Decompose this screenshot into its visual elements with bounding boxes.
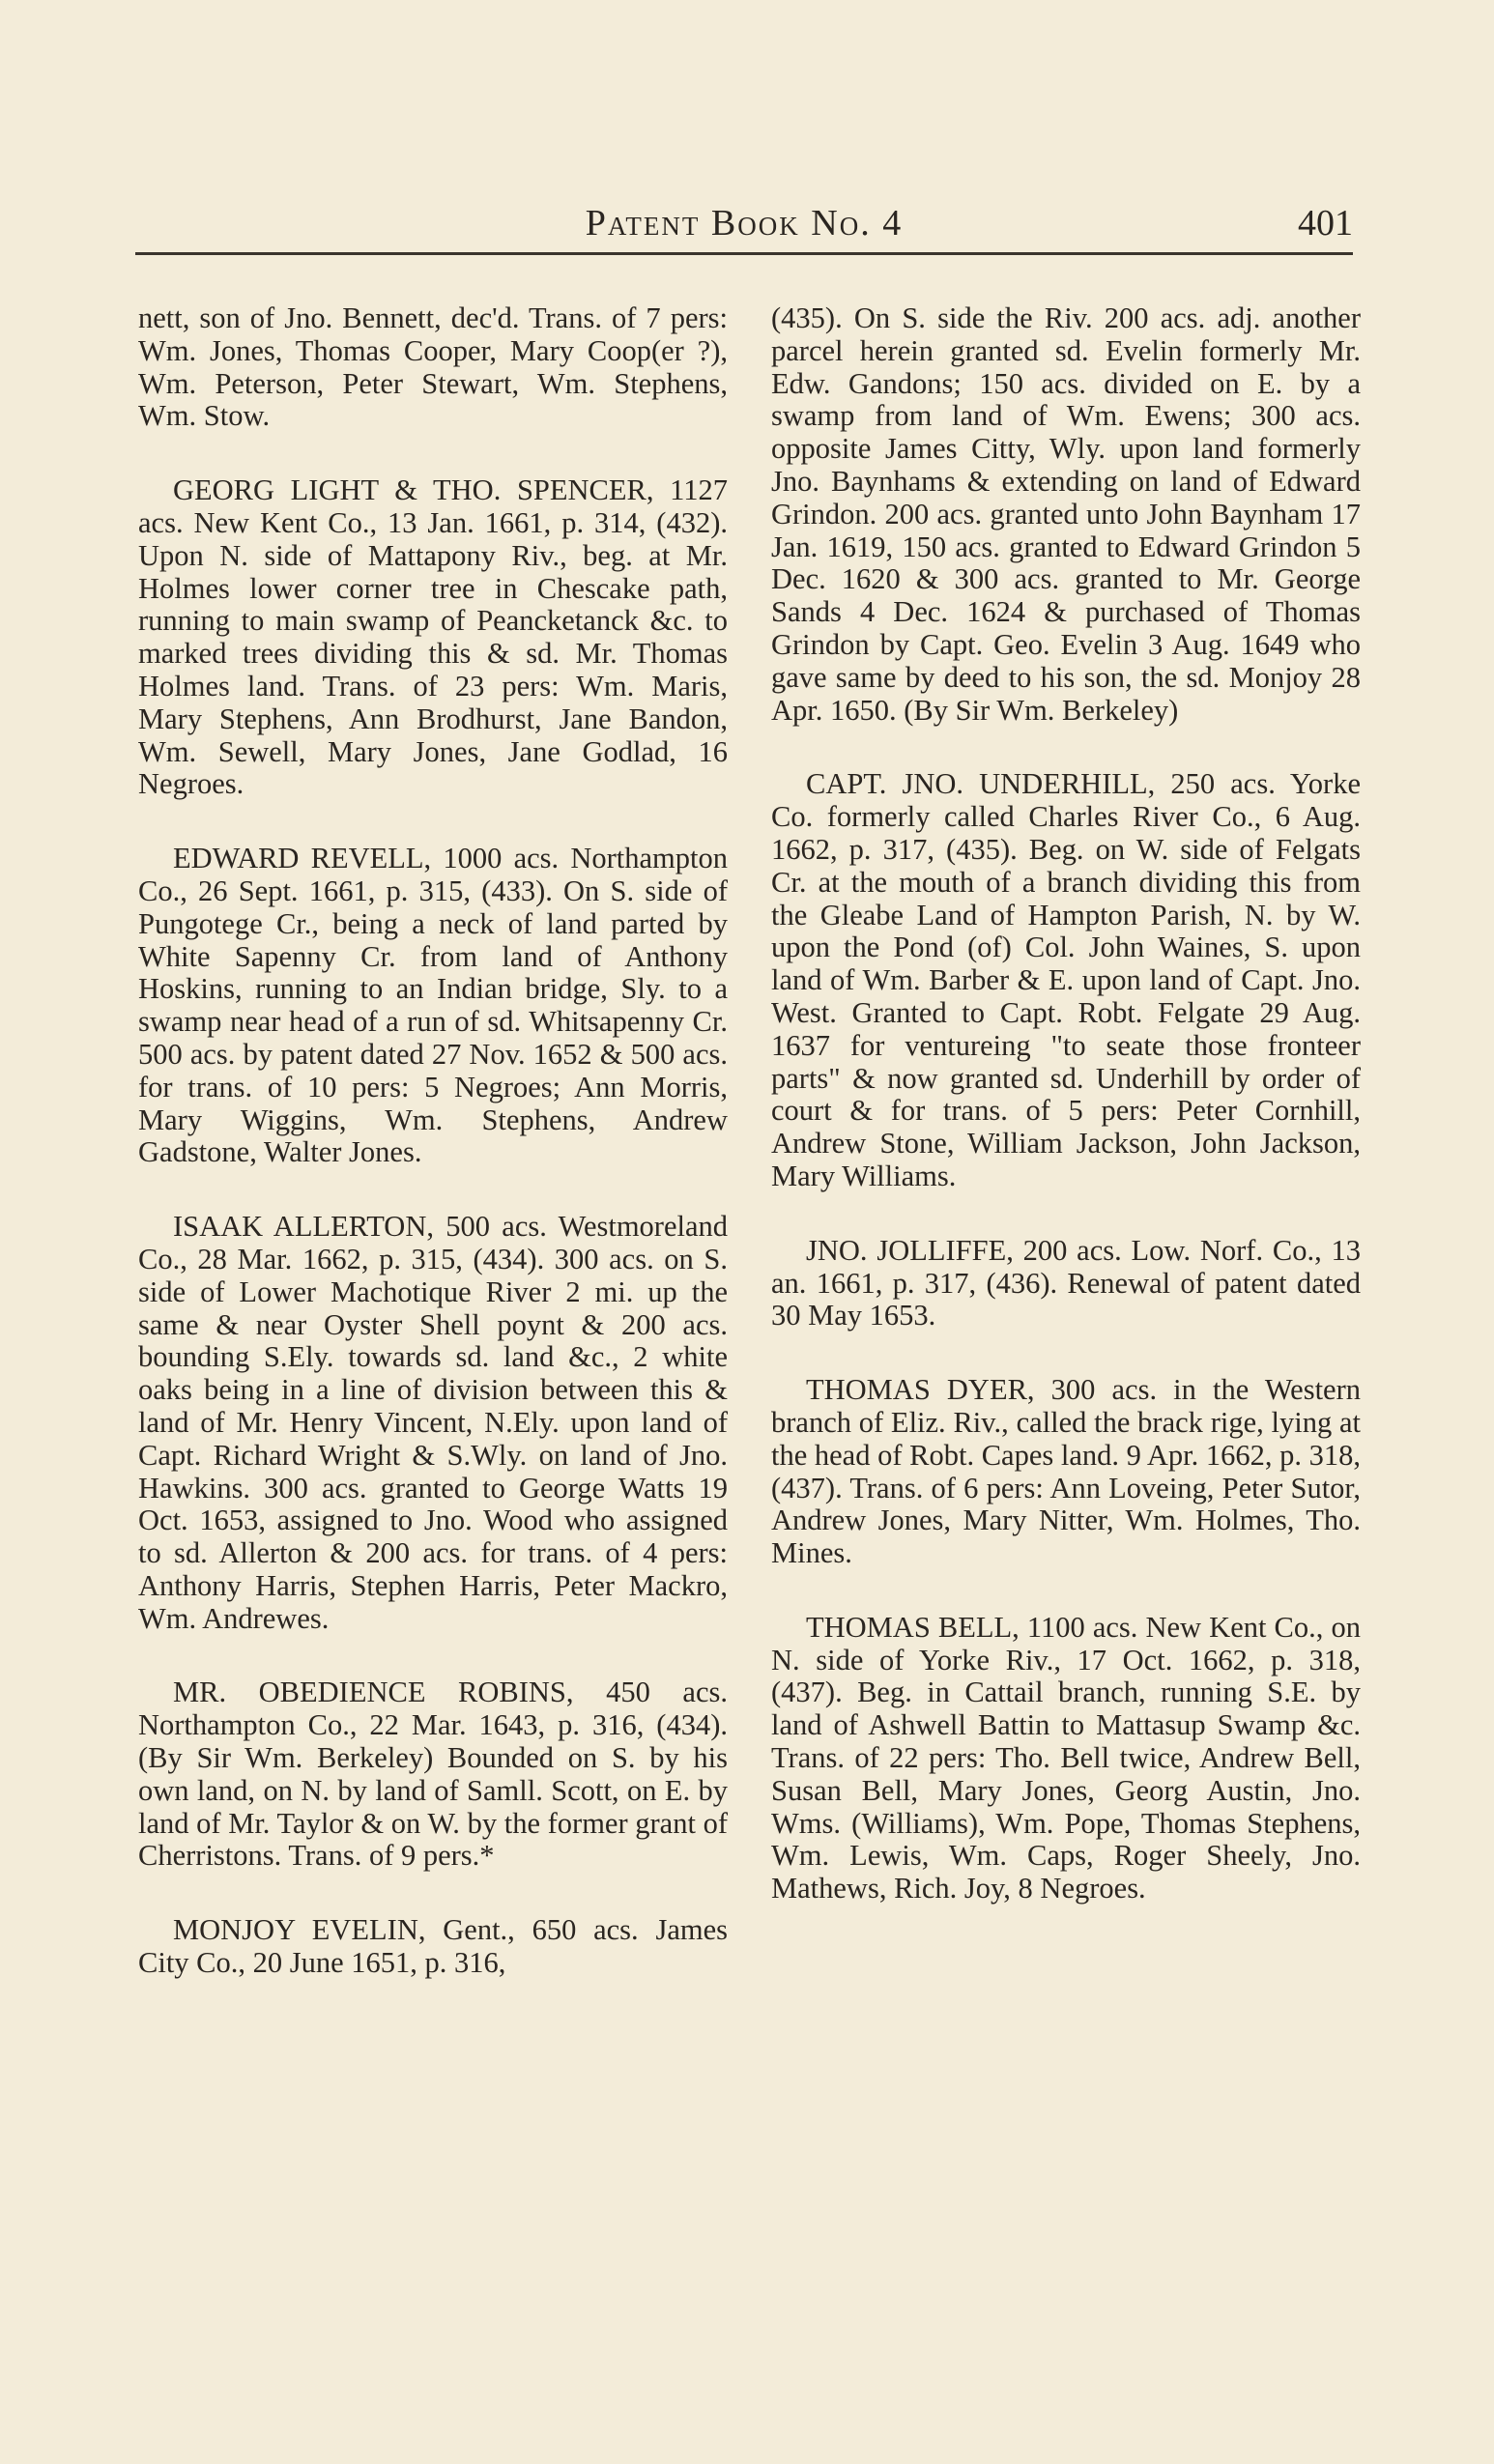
patent-entry-continuation: nett, son of Jno. Bennett, dec'd. Trans. of 7 pers: Wm. Jones, Thomas Cooper, Mary Coop(er ?), Wm. Peterson, Peter Stewart, Wm. Stephens, Wm. Stow. <box>138 301 728 433</box>
page-header <box>135 198 1353 255</box>
patent-entry: JNO. JOLLIFFE, 200 acs. Low. Norf. Co., 13 an. 1661, p. 317, (436). Renewal of patent dated 30 May 1653. <box>771 1233 1361 1332</box>
patent-entry: MR. OBEDIENCE ROBINS, 450 acs. Northampton Co., 22 Mar. 1643, p. 316, (434). (By Sir Wm. Berkeley) Bounded on S. by his own land, on N. by land of Samll. Scott, on E. by land of Mr. Taylor & on W. by the former grant of Cherristons. Trans. of 9 pers.* <box>138 1676 728 1873</box>
patent-entry: MONJOY EVELIN, Gent., 650 acs. James City Co., 20 June 1651, p. 316, <box>138 1913 728 1980</box>
right-column <box>771 302 1361 1947</box>
patent-entry: CAPT. JNO. UNDERHILL, 250 acs. Yorke Co. formerly called Charles River Co., 6 Aug. 1662, p. 317, (435). Beg. on W. side of Felgats Cr. at the mouth of a branch dividing this from the Gleabe Land of Hampton Parish, N. by W. upon the Pond (of) Col. John Waines, S. upon land of Wm. Barber & E. upon land of Capt. Jno. West. Granted to Capt. Robt. Felgate 29 Aug. 1637 for ventureing "to seate those fronteer parts" & now granted sd. Underhill by order of court & for trans. of 5 pers: Peter Cornhill, Andrew Stone, William Jackson, John Jackson, Mary Williams. <box>771 767 1361 1192</box>
patent-entry: EDWARD REVELL, 1000 acs. Northampton Co., 26 Sept. 1661, p. 315, (433). On S. side of Pungotege Cr., being a neck of land parted by White Sapenny Cr. from land of Anthony Hoskins, running to an Indian bridge, Sly. to a swamp near head of a run of sd. Whitsapenny Cr. 500 acs. by patent dated 27 Nov. 1652 & 500 acs. for trans. of 10 pers: 5 Negroes; Ann Morris, Mary Wiggins, Wm. Stephens, Andrew Gadstone, Walter Jones. <box>138 842 728 1169</box>
running-title: Patent Book No. 4 <box>585 203 904 244</box>
left-column <box>138 302 728 2021</box>
patent-entry: GEORG LIGHT & THO. SPENCER, 1127 acs. New Kent Co., 13 Jan. 1661, p. 314, (432). Upon N. side of Mattapony Riv., beg. at Mr. Holmes lower corner tree in Chescake path, running to main swamp of Peancketanck &c. to marked trees dividing this & sd. Mr. Thomas Holmes land. Trans. of 23 pers: Wm. Maris, Mary Stephens, Ann Brodhurst, Jane Bandon, Wm. Sewell, Mary Jones, Jane Godlad, 16 Negroes. <box>138 473 728 801</box>
page-number: 401 <box>1298 203 1353 244</box>
patent-entry: THOMAS BELL, 1100 acs. New Kent Co., on N. side of Yorke Riv., 17 Oct. 1662, p. 318, (437). Beg. in Cattail branch, running S.E. by land of Ashwell Battin to Mattasup Swamp &c. Trans. of 22 pers: Tho. Bell twice, Andrew Bell, Susan Bell, Mary Jones, Georg Austin, Jno. Wms. (Williams), Wm. Pope, Thomas Stephens, Wm. Lewis, Wm. Caps, Roger Sheely, Jno. Mathews, Rich. Joy, 8 Negroes. <box>771 1610 1361 1905</box>
patent-entry-continuation: (435). On S. side the Riv. 200 acs. adj. another parcel herein granted sd. Evelin formerly Mr. Edw. Gandons; 150 acs. divided on E. by a swamp from land of Wm. Ewens; 300 acs. opposite James Citty, Wly. upon land formerly Jno. Baynhams & extending on land of Edward Grindon. 200 acs. granted unto John Baynham 17 Jan. 1619, 150 acs. granted to Edward Grindon 5 Dec. 1620 & 300 acs. granted to Mr. George Sands 4 Dec. 1624 & purchased of Thomas Grindon by Capt. Geo. Evelin 3 Aug. 1649 who gave same by deed to his son, the sd. Monjoy 28 Apr. 1650. (By Sir Wm. Berkeley) <box>771 301 1361 727</box>
patent-entry: ISAAK ALLERTON, 500 acs. Westmoreland Co., 28 Mar. 1662, p. 315, (434). 300 acs. on S. side of Lower Machotique River 2 mi. up the same & near Oyster Shell poynt & 200 acs. bounding S.Ely. towards sd. land &c., 2 white oaks being in a line of division between this & land of Mr. Henry Vincent, N.Ely. upon land of Capt. Richard Wright & S.Wly. on land of Jno. Hawkins. 300 acs. granted to George Watts 19 Oct. 1653, assigned to Jno. Wood who assigned to sd. Allerton & 200 acs. for trans. of 4 pers: Anthony Harris, Stephen Harris, Peter Mackro, Wm. Andrewes. <box>138 1210 728 1635</box>
patent-entry: THOMAS DYER, 300 acs. in the Western branch of Eliz. Riv., called the brack rige, lying at the head of Robt. Capes land. 9 Apr. 1662, p. 318, (437). Trans. of 6 pers: Ann Loveing, Peter Sutor, Andrew Jones, Mary Nitter, Wm. Holmes, Tho. Mines. <box>771 1373 1361 1570</box>
